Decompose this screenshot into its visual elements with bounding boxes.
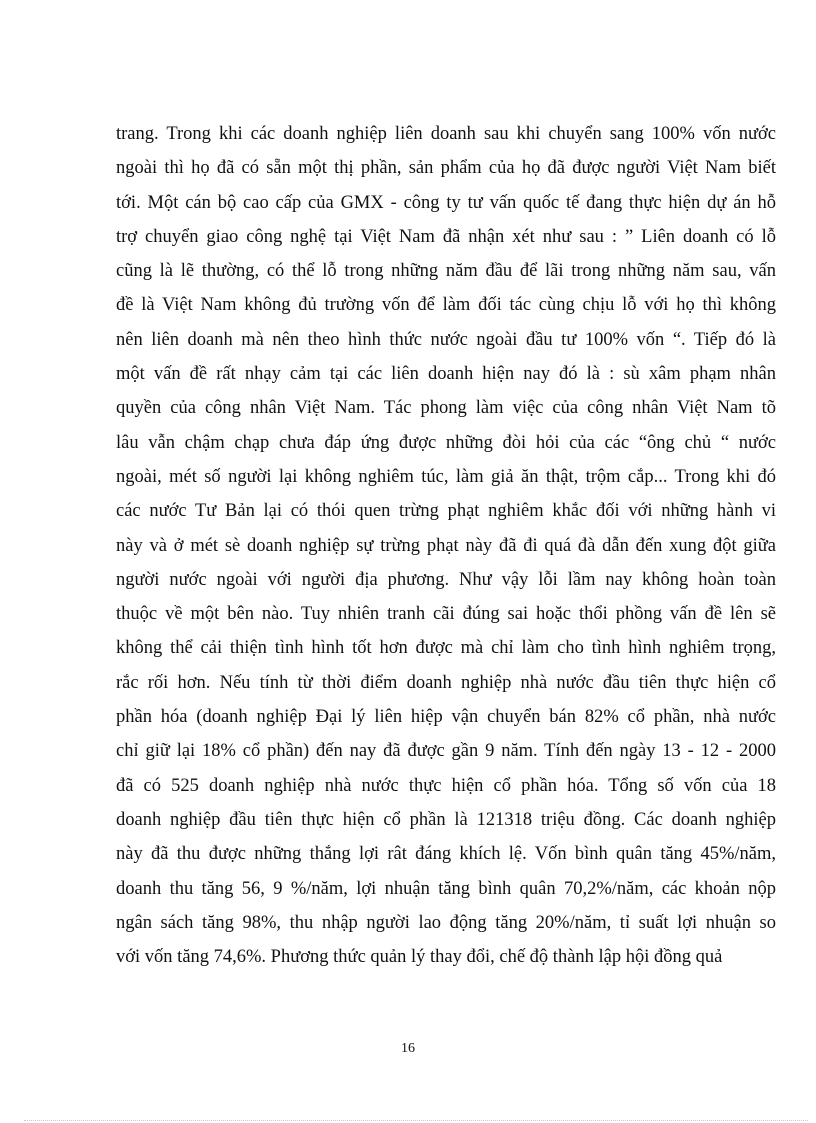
text-line: cũng là lẽ thường, có thể lỗ trong những năm đầu để lãi trong những năm sau, vấn: [116, 261, 776, 282]
text-line: ngoài thì họ đã có sẵn một thị phần, sản phẩm của họ đã được người Việt Nam biết: [116, 158, 776, 179]
text-line: tới. Một cán bộ cao cấp của GMX - công ty tư vấn quốc tế đang thực hiện dự án hỗ: [116, 192, 776, 213]
text-line: rắc rối hơn. Nếu tính từ thời điểm doanh nghiệp nhà nước đầu tiên thực hiện cổ: [116, 672, 776, 693]
text-line: với vốn tăng 74,6%. Phương thức quản lý thay đổi, chế độ thành lập hội đồng quả: [116, 947, 723, 968]
page-bottom-divider: [24, 1120, 808, 1121]
text-line: phần hóa (doanh nghiệp Đại lý liên hiệp vận chuyển bán 82% cổ phần, nhà nước: [116, 707, 776, 728]
text-line: đề là Việt Nam không đủ trường vốn để làm đối tác cùng chịu lỗ với họ thì không: [116, 295, 776, 316]
text-line: người nước ngoài với người địa phương. Như vậy lỗi lầm nay không hoàn toàn: [116, 569, 776, 590]
text-line: ngân sách tăng 98%, thu nhập người lao động tăng 20%/năm, tỉ suất lợi nhuận so: [116, 912, 776, 933]
text-line: thuộc về một bên nào. Tuy nhiên tranh cãi đúng sai hoặc thổi phồng vấn đề lên sẽ: [116, 604, 776, 625]
text-line: này và ở mét sè doanh nghiệp sự trừng phạt này đã đi quá đà dẫn đến xung đột giữa: [116, 535, 776, 556]
text-line: doanh thu tăng 56, 9 %/năm, lợi nhuận tăng bình quân 70,2%/năm, các khoản nộp: [116, 878, 776, 899]
page-number: 16: [401, 1041, 415, 1056]
body-paragraph: [116, 117, 776, 974]
text-line: trợ chuyển giao công nghệ tại Việt Nam đã nhận xét như sau : ” Liên doanh có lỗ: [116, 226, 776, 247]
text-line: nên liên doanh mà nên theo hình thức nước ngoài đầu tư 100% vốn “. Tiếp đó là: [116, 329, 776, 350]
text-line: các nước Tư Bản lại có thói quen trừng phạt nghiêm khắc đối với những hành vi: [116, 501, 776, 522]
text-line: lâu vẫn chậm chạp chưa đáp ứng được những đòi hỏi của các “ông chủ “ nước: [116, 432, 776, 453]
text-line: đã có 525 doanh nghiệp nhà nước thực hiện cổ phần hóa. Tổng số vốn của 18: [116, 775, 776, 796]
text-line: một vấn đề rất nhạy cảm tại các liên doanh hiện nay đó là : sù xâm phạm nhân: [116, 364, 776, 385]
text-line: doanh nghiệp đầu tiên thực hiện cổ phần là 121318 triệu đồng. Các doanh nghiệp: [116, 809, 776, 830]
text-line: ngoài, mét số người lại không nghiêm túc, làm giả ăn thật, trộm cắp... Trong khi đó: [116, 466, 776, 487]
text-line: này đã thu được những thắng lợi rât đáng khích lệ. Vốn bình quân tăng 45%/năm,: [116, 844, 776, 865]
text-line: chỉ giữ lại 18% cổ phần) đến nay đã được gần 9 năm. Tính đến ngày 13 - 12 - 2000: [116, 741, 776, 762]
text-line: trang. Trong khi các doanh nghiệp liên doanh sau khi chuyển sang 100% vốn nước: [116, 124, 776, 144]
text-line: quyền của công nhân Việt Nam. Tác phong làm việc của công nhân Việt Nam tõ: [116, 398, 776, 419]
text-line: không thể cải thiện tình hình tốt hơn được mà chỉ làm cho tình hình nghiêm trọng,: [116, 638, 776, 659]
